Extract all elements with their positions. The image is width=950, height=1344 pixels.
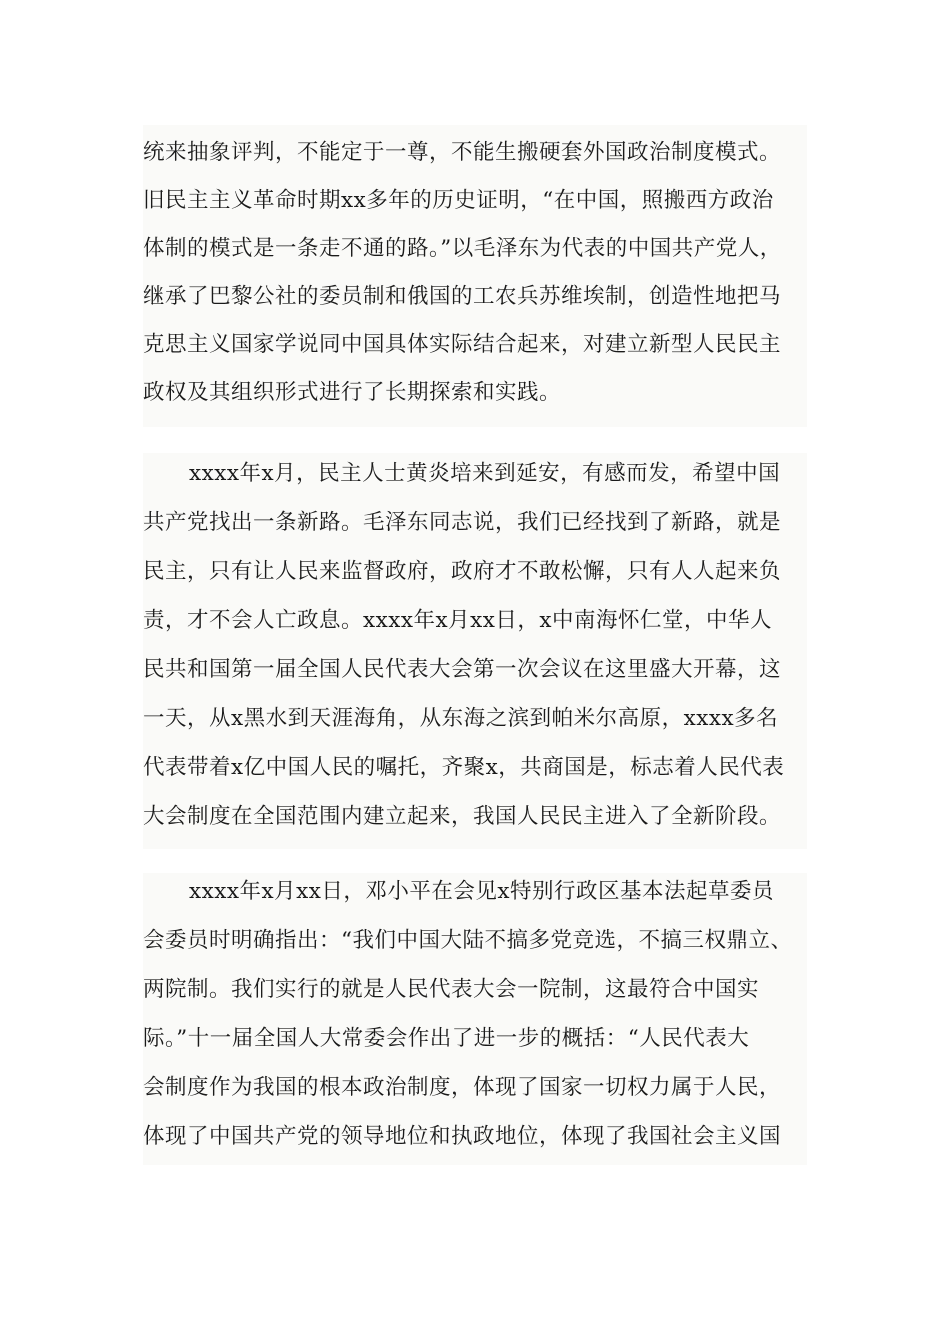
paragraph-line: 责，才不会人亡政息。xxxx年x月xx日，x中南海怀仁堂，中华人 bbox=[143, 608, 773, 633]
paragraph-line: 继承了巴黎公社的委员制和俄国的工农兵苏维埃制，创造性地把马 bbox=[143, 284, 782, 309]
paragraph-2 bbox=[143, 453, 807, 849]
paragraph-line: 两院制。我们实行的就是人民代表大会一院制，这最符合中国实 bbox=[143, 977, 760, 1002]
paragraph-line: xxxx年x月，民主人士黄炎培来到延安，有感而发，希望中国 bbox=[189, 461, 781, 486]
paragraph-line: 政权及其组织形式进行了长期探索和实践。 bbox=[143, 380, 562, 405]
paragraph-line: 代表带着x亿中国人民的嘱托，齐聚x，共商国是，标志着人民代表 bbox=[143, 755, 785, 780]
paragraph-line: 旧民主主义革命时期xx多年的历史证明，“在中国，照搬西方政治 bbox=[143, 188, 774, 213]
paragraph-line: 共产党找出一条新路。毛泽东同志说，我们已经找到了新路，就是 bbox=[143, 510, 782, 535]
paragraph-1 bbox=[143, 125, 807, 427]
paragraph-line: 会制度作为我国的根本政治制度，体现了国家一切权力属于人民， bbox=[143, 1075, 782, 1100]
paragraph-line: 大会制度在全国范围内建立起来，我国人民民主进入了全新阶段。 bbox=[143, 804, 782, 829]
paragraph-3 bbox=[143, 873, 807, 1165]
paragraph-line: xxxx年x月xx日，邓小平在会见x特别行政区基本法起草委员 bbox=[189, 879, 775, 904]
paragraph-line: 民共和国第一届全国人民代表大会第一次会议在这里盛大开幕，这 bbox=[143, 657, 782, 682]
paragraph-line: 统来抽象评判，不能定于一尊，不能生搬硬套外国政治制度模式。 bbox=[143, 140, 782, 165]
paragraph-line: 一天，从x黑水到天涯海角，从东海之滨到帕米尔高原，xxxx多名 bbox=[143, 706, 779, 731]
paragraph-line: 际。”十一届全国人大常委会作出了进一步的概括：“人民代表大 bbox=[143, 1026, 750, 1051]
paragraph-line: 民主，只有让人民来监督政府，政府才不敢松懈，只有人人起来负 bbox=[143, 559, 782, 584]
paragraph-line: 体现了中国共产党的领导地位和执政地位，体现了我国社会主义国 bbox=[143, 1124, 782, 1149]
paragraph-line: 克思主义国家学说同中国具体实际结合起来，对建立新型人民民主 bbox=[143, 332, 782, 357]
paragraph-line: 会委员时明确指出：“我们中国大陆不搞多党竞选，不搞三权鼎立、 bbox=[143, 928, 793, 953]
paragraph-line: 体制的模式是一条走不通的路。”以毛泽东为代表的中国共产党人， bbox=[143, 236, 782, 261]
